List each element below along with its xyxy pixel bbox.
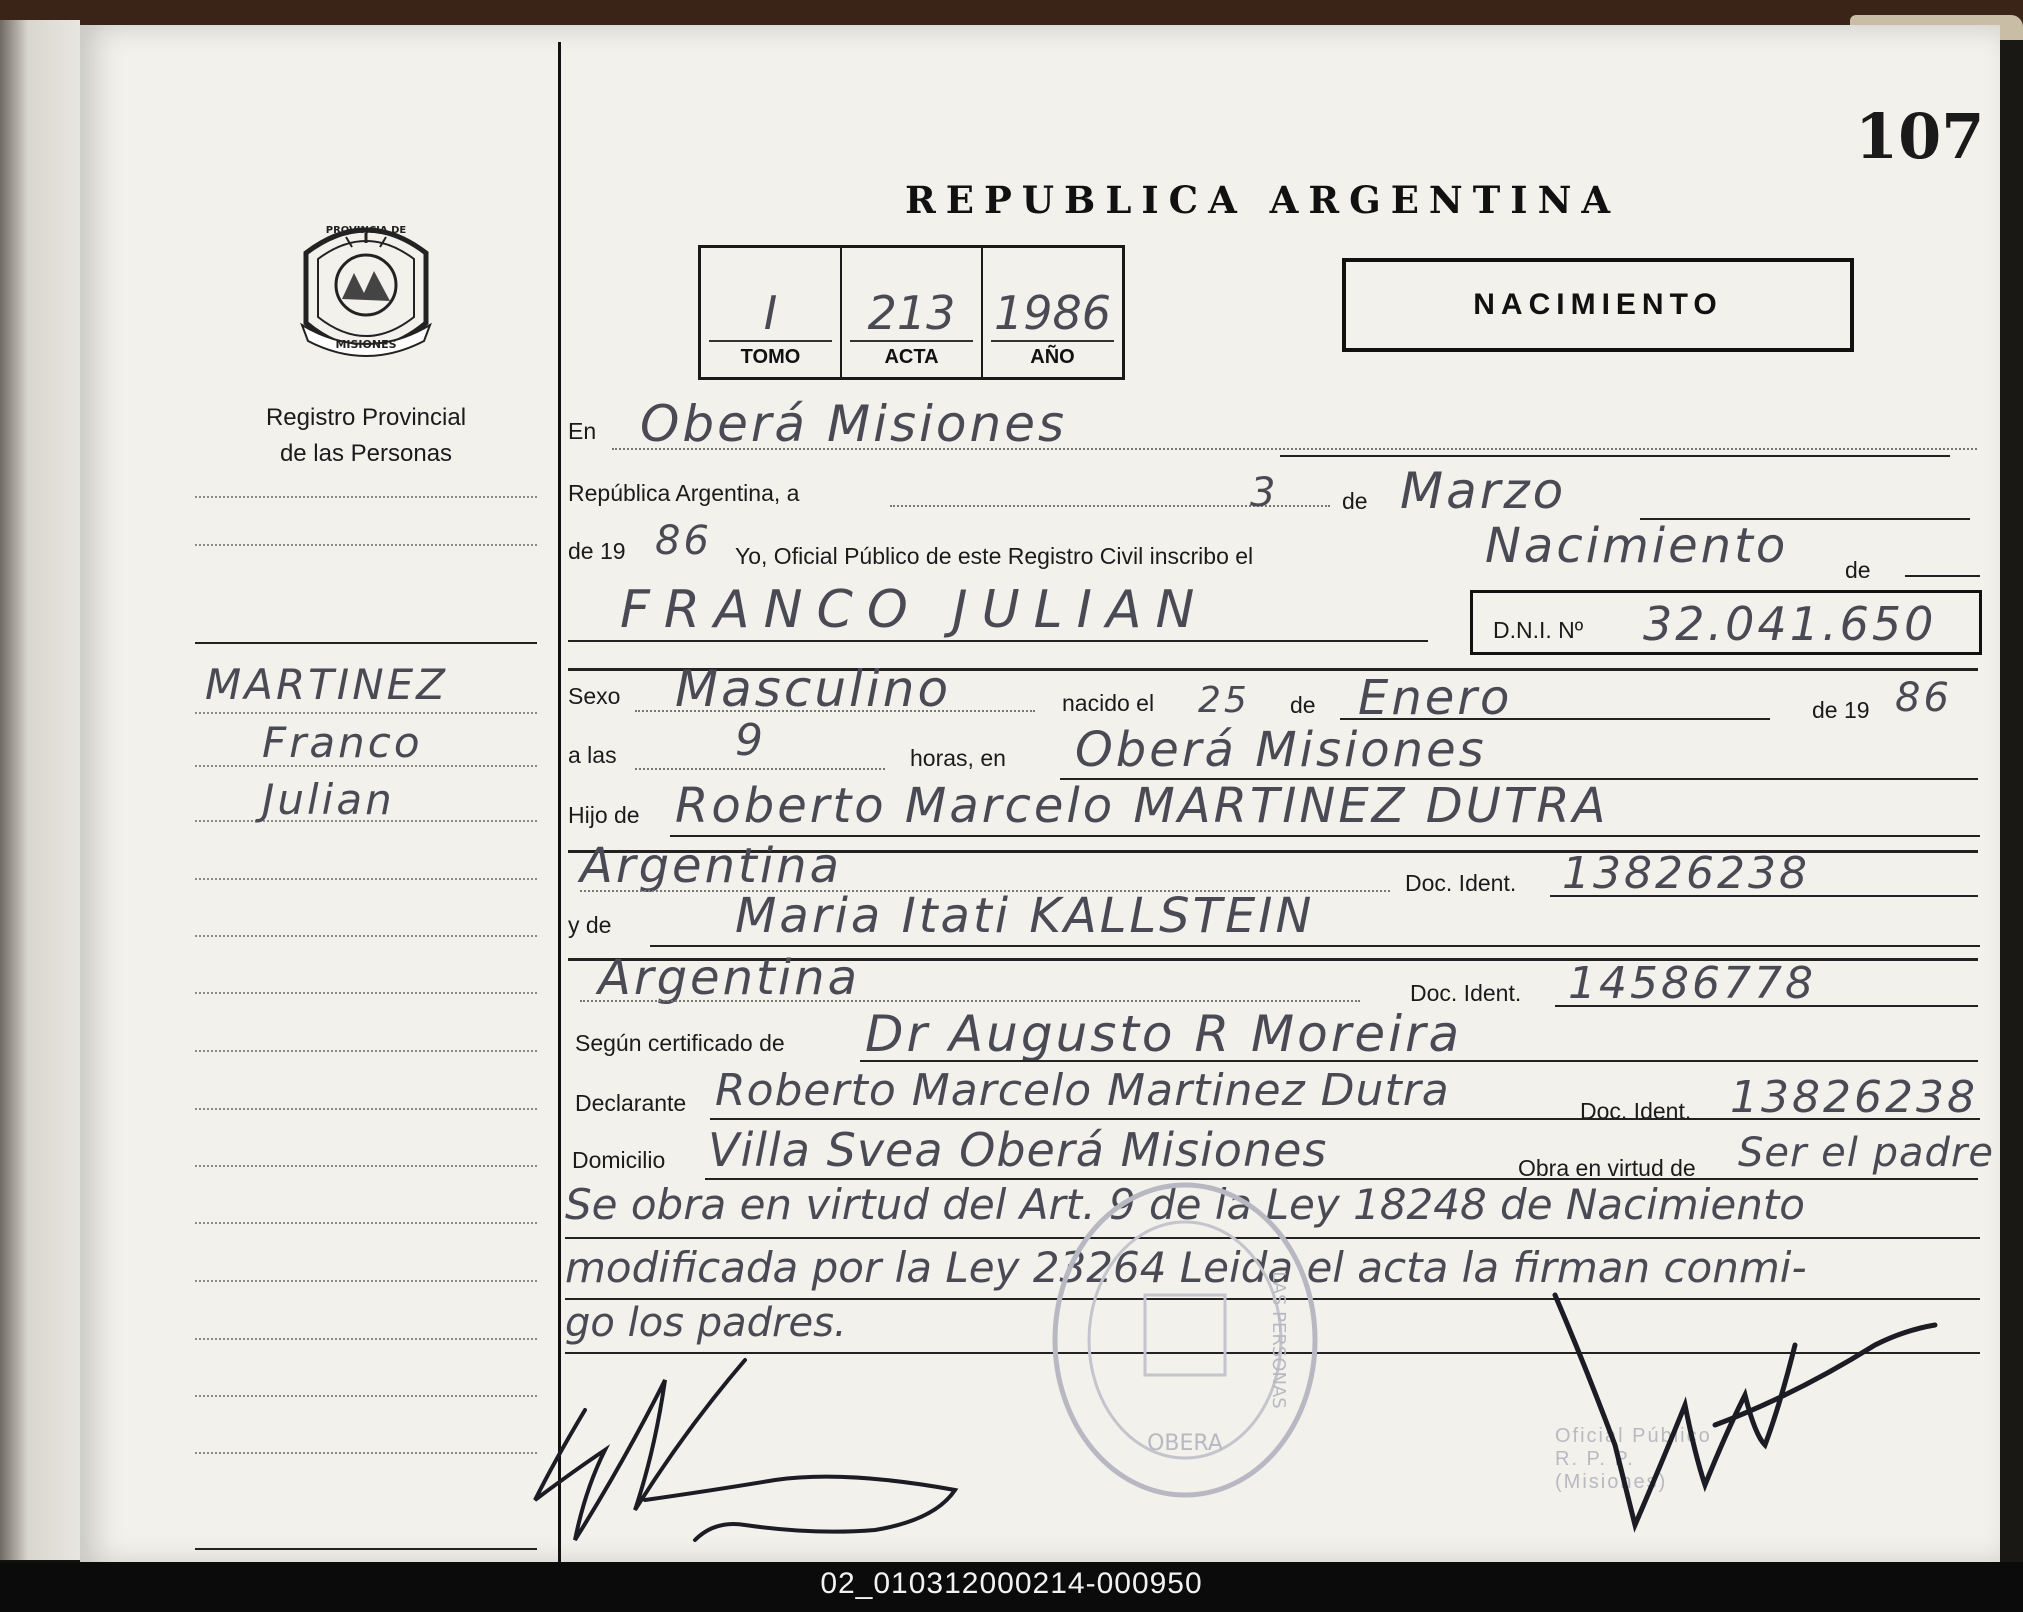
segun-label: Según certificado de (575, 1030, 785, 1056)
year2-prefix: de 19 (1812, 697, 1870, 723)
a-las-label: a las (568, 742, 617, 768)
sidebar-second-name: Julian (262, 775, 395, 824)
sidebar-rule (195, 1452, 537, 1454)
dni-label: D.N.I. Nº (1493, 617, 1584, 643)
official-line-1: Oficial Público (1555, 1425, 1712, 1447)
de-label-3: de (1290, 692, 1316, 718)
official-line-3: (Misiones) (1555, 1471, 1668, 1493)
sidebar-rule (195, 712, 537, 714)
crest-top-text: PROVINCIA DE (325, 225, 407, 236)
record-type-box (1342, 258, 1854, 352)
acta-value: 213 (867, 286, 956, 340)
dotted-line (635, 768, 885, 770)
solid-line (710, 1118, 1980, 1120)
column-divider (558, 42, 561, 1562)
registry-seal-stamp (1045, 1175, 1325, 1505)
solid-line (1340, 718, 1770, 720)
acta-cell (842, 248, 983, 377)
crest-bottom-text: MISIONES (335, 338, 397, 351)
dotted-line (635, 710, 1035, 712)
doc-label: Doc. Ident. (1405, 870, 1517, 896)
birth-day: 25 (1198, 680, 1250, 721)
seal-text-1: OBERA (1147, 1431, 1223, 1456)
day-value: 3 (1250, 470, 1279, 516)
year-prefix: de 19 (568, 538, 626, 564)
month-value: Marzo (1400, 462, 1567, 520)
solid-line (568, 640, 1428, 642)
declarante-value: Roberto Marcelo Martinez Dutra (715, 1065, 1450, 1116)
solid-line (670, 835, 1980, 837)
seal-text-2: LAS PERSONAS (1268, 1271, 1289, 1409)
sidebar-solid-rule (195, 642, 537, 644)
obra-value: Ser el padre (1738, 1130, 1994, 1176)
nacido-label: nacido el (1062, 690, 1155, 716)
certificate-value: Dr Augusto R Moreira (865, 1005, 1463, 1063)
record-type-label: NACIMIENTO (1473, 288, 1723, 321)
sidebar-surname: MARTINEZ (205, 660, 448, 709)
sidebar-rule (195, 1165, 537, 1167)
de-label: de (1342, 488, 1368, 514)
notes-line-2: modificada por la Ley 23264 Leida el acta la firman conmi- (565, 1243, 1807, 1292)
left-page-edge (0, 20, 80, 1560)
footer-code: 02_010312000214-000950 (820, 1567, 1203, 1600)
mother-nationality: Argentina (598, 950, 860, 1006)
sidebar-rule (195, 1280, 537, 1282)
mother-doc: 14586778 (1568, 958, 1816, 1009)
solid-line (1280, 455, 1950, 457)
father-nationality: Argentina (580, 838, 842, 894)
sexo-value: Masculino (675, 660, 952, 718)
anio-label: AÑO (1030, 346, 1075, 368)
tomo-value: I (763, 286, 778, 340)
declarante-doc: 13826238 (1730, 1072, 1978, 1123)
domicilio-label: Domicilio (572, 1147, 666, 1173)
dni-box (1470, 590, 1982, 655)
obra-label: Obra en virtud de (1518, 1155, 1696, 1181)
tomo-cell (701, 248, 842, 377)
solid-line (1905, 575, 1980, 577)
sidebar-rule (195, 1222, 537, 1224)
notes-line-3: go los padres. (565, 1300, 847, 1346)
doc-label-3: Doc. Ident. (1580, 1098, 1692, 1124)
page-number: 107 (1855, 100, 1985, 173)
sidebar-solid-rule (195, 1548, 537, 1550)
y-de-label: y de (568, 912, 612, 938)
solid-line (1555, 1005, 1978, 1007)
de-label-2: de (1845, 557, 1871, 583)
cell-rule (991, 340, 1114, 342)
birth-place: Oberá Misiones (1075, 722, 1487, 778)
inscribo-value: Nacimiento (1485, 518, 1789, 574)
sidebar-first-name: Franco (262, 718, 423, 767)
anio-value: 1986 (993, 286, 1112, 340)
sidebar-rule (195, 496, 537, 498)
republica-label: República Argentina, a (568, 480, 800, 506)
year-suffix: 86 (655, 518, 712, 564)
child-name: FRANCO JULIAN (620, 580, 1209, 640)
official-signature (1545, 1285, 1945, 1535)
father-doc: 13826238 (1562, 848, 1810, 899)
registration-table (698, 245, 1125, 380)
year2-suffix: 86 (1895, 675, 1952, 721)
dni-value: 32.041.650 (1643, 597, 1937, 651)
horas-label: horas, en (910, 745, 1006, 771)
en-value: Oberá Misiones (640, 395, 1068, 453)
hour-value: 9 (735, 715, 766, 766)
declarant-signature (515, 1340, 975, 1560)
notes-line-1: Se obra en virtud del Art. 9 de la Ley 18248 de Nacimiento (565, 1180, 1806, 1229)
sidebar-rule (195, 935, 537, 937)
cell-rule (850, 340, 973, 342)
sidebar-rule (195, 1395, 537, 1397)
mother-name: Maria Itati KALLSTEIN (735, 888, 1315, 944)
anio-cell (983, 248, 1122, 377)
tomo-label: TOMO (740, 346, 801, 368)
page-edge-shadow (2000, 40, 2023, 1570)
registry-name-line1: Registro Provincial (265, 404, 467, 431)
sidebar-rule (195, 1338, 537, 1340)
registry-name-line2: de las Personas (279, 440, 453, 467)
official-line-2: R. P. P. (1555, 1448, 1635, 1470)
sexo-label: Sexo (568, 683, 621, 709)
father-name: Roberto Marcelo MARTINEZ DUTRA (675, 778, 1609, 834)
page-title: REPUBLICA ARGENTINA (905, 178, 1621, 222)
sidebar-rule (195, 544, 537, 546)
sidebar-rule (195, 992, 537, 994)
doc-label-2: Doc. Ident. (1410, 980, 1522, 1006)
solid-line (860, 1060, 1978, 1062)
yo-text: Yo, Oficial Público de este Registro Civil inscribo el (735, 543, 1254, 569)
domicilio-value: Villa Svea Oberá Misiones (708, 1123, 1328, 1177)
sidebar-rule (195, 1050, 537, 1052)
declarante-label: Declarante (575, 1090, 687, 1116)
hijo-label: Hijo de (568, 802, 640, 828)
registry-name (225, 400, 507, 472)
acta-label: ACTA (884, 346, 939, 368)
sidebar-rule (195, 1108, 537, 1110)
solid-line (650, 945, 1980, 947)
birth-month: Enero (1358, 670, 1513, 726)
sidebar-rule (195, 878, 537, 880)
en-label: En (568, 418, 597, 444)
dotted-line (580, 1000, 1360, 1002)
solid-line (1550, 895, 1978, 897)
cell-rule (709, 340, 832, 342)
provincial-crest-icon (292, 213, 440, 363)
